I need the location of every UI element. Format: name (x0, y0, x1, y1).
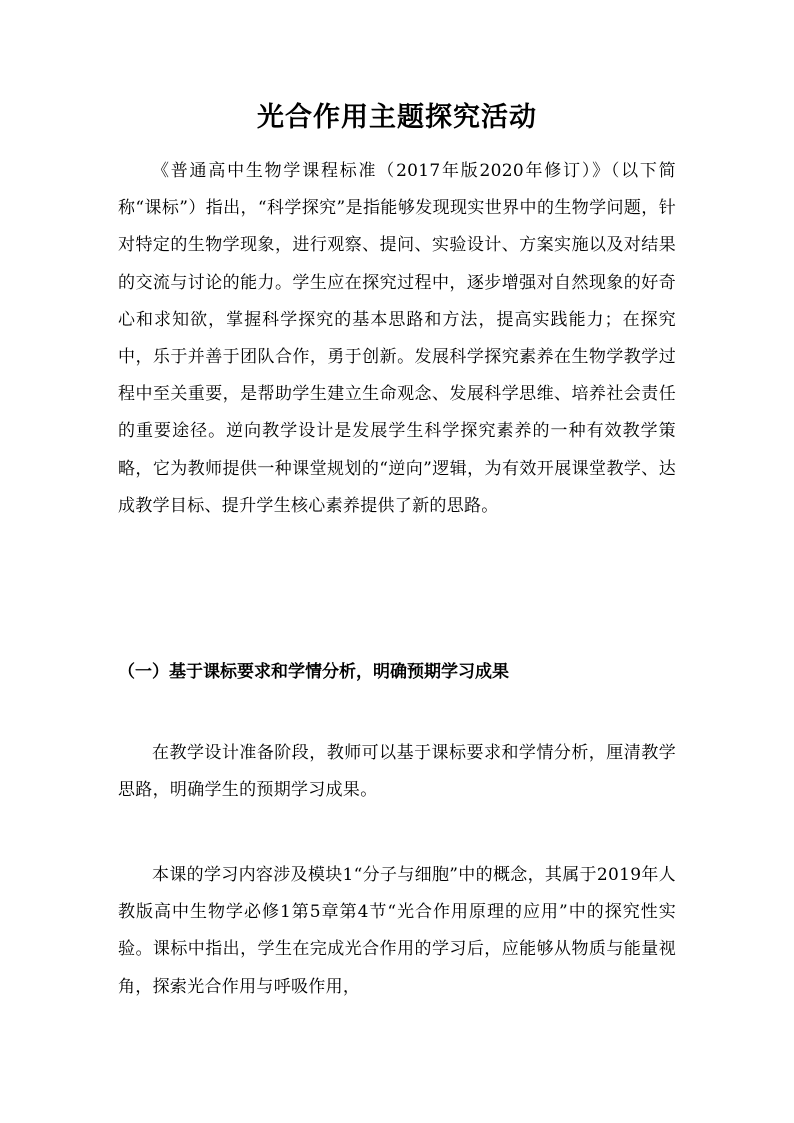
document-title: 光合作用主题探究活动 (257, 102, 537, 133)
body-paragraph-content: 本课的学习内容涉及模块1“分子与细胞”中的概念，其属于2019年人教版高中生物学必修1第5章第4节“光合作用原理的应用”中的探究性实验。课标中指出，学生在完成光合作用的学习后，应能够从物质与能量视角，探索光合作用与呼吸作用， (118, 865, 676, 997)
intro-paragraph: 《普通高中生物学课程标准（2017年版2020年修订）》（以下简称“课标”）指出，“科学探究”是指能够发现现实世界中的生物学问题，针对特定的生物学现象，进行观察、提问、实验设计、方案实施以及对结果的交流与讨论的能力。学生应在探究过程中，逐步增强对自然现象的好奇心和求知欲，掌握科学探究的基本思路和方法，提高实践能力；在探究中，乐于并善于团队合作，勇于创新。发展科学探究素养在生物学教学过程中至关重要，是帮助学生建立生命观念、发展科学思维、培养社会责任的重要途径。逆向教学设计是发展学生科学探究素养的一种有效教学策略，它为教师提供一种课堂规划的“逆向”逻辑，为有效开展课堂教学、达成教学目标、提升学生核心素养提供了新的思路。 (118, 161, 676, 516)
section-heading: （一）基于课标要求和学情分析，明确预期学习成果 (118, 662, 509, 682)
body-paragraph-preparation: 在教学设计准备阶段，教师可以基于课标要求和学情分析，厘清教学思路，明确学生的预期学习成果。 (118, 743, 676, 801)
